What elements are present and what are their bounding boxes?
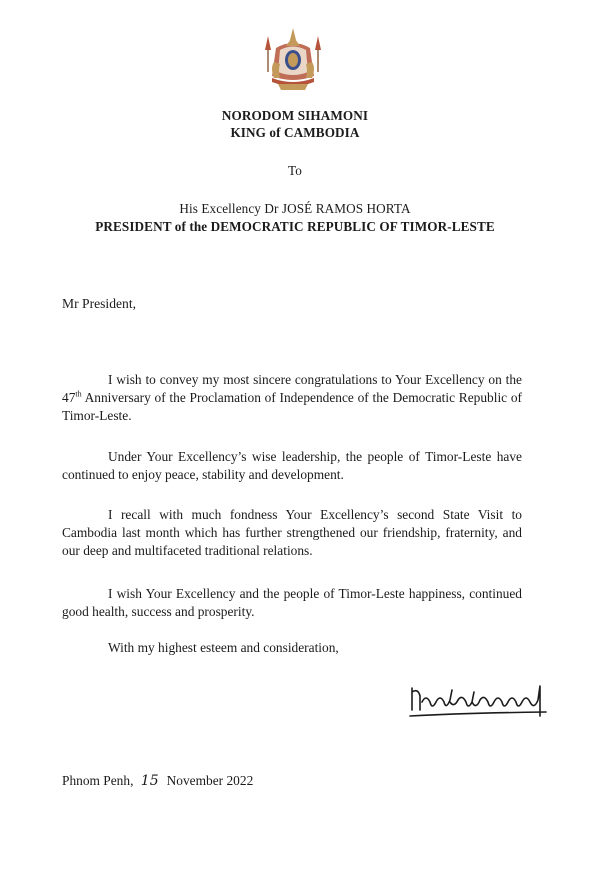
closing-line: With my highest esteem and consideration, <box>108 640 339 655</box>
royal-coat-of-arms-icon <box>258 26 328 92</box>
sender-name: NORODOM SIHAMONI <box>221 108 369 123</box>
paragraph-congratulations-end: Anniversary of the Proclamation of Independence of the Democratic Republic of Timor-Leste. <box>62 390 522 423</box>
handwritten-day: 15 <box>140 773 159 789</box>
month-year: November 2022 <box>166 773 254 788</box>
paragraph-leadership: Under Your Excellency’s wise leadership, the people of Timor-Leste have continued to enjoy peace, stability and development. <box>62 449 522 482</box>
recipient-title: PRESIDENT of the DEMOCRATIC REPUBLIC OF TIMOR-LESTE <box>95 219 495 234</box>
ordinal-suffix: th <box>75 389 82 399</box>
paragraph-congratulations <box>62 371 522 425</box>
place-label: Phnom Penh, <box>62 773 134 788</box>
paragraph-state-visit: I recall with much fondness Your Excellency’s second State Visit to Cambodia last month which has further strengthened our friendship, fraternity, and our deep and multifaceted traditional relations. <box>62 507 522 558</box>
to-label: To <box>288 163 302 178</box>
paragraph-congratulations-start: I wish to convey my most sincere congratulations to Your Excellency on the 47 <box>62 372 522 405</box>
salutation: Mr President, <box>62 296 137 311</box>
date-line <box>62 773 253 789</box>
sender-title: KING of CAMBODIA <box>230 125 360 140</box>
recipient-honorific: His Excellency Dr JOSÉ RAMOS HORTA <box>179 201 411 216</box>
handwritten-signature <box>406 680 551 728</box>
paragraph-wishes: I wish Your Excellency and the people of Timor-Leste happiness, continued good health, success and prosperity. <box>62 586 522 619</box>
